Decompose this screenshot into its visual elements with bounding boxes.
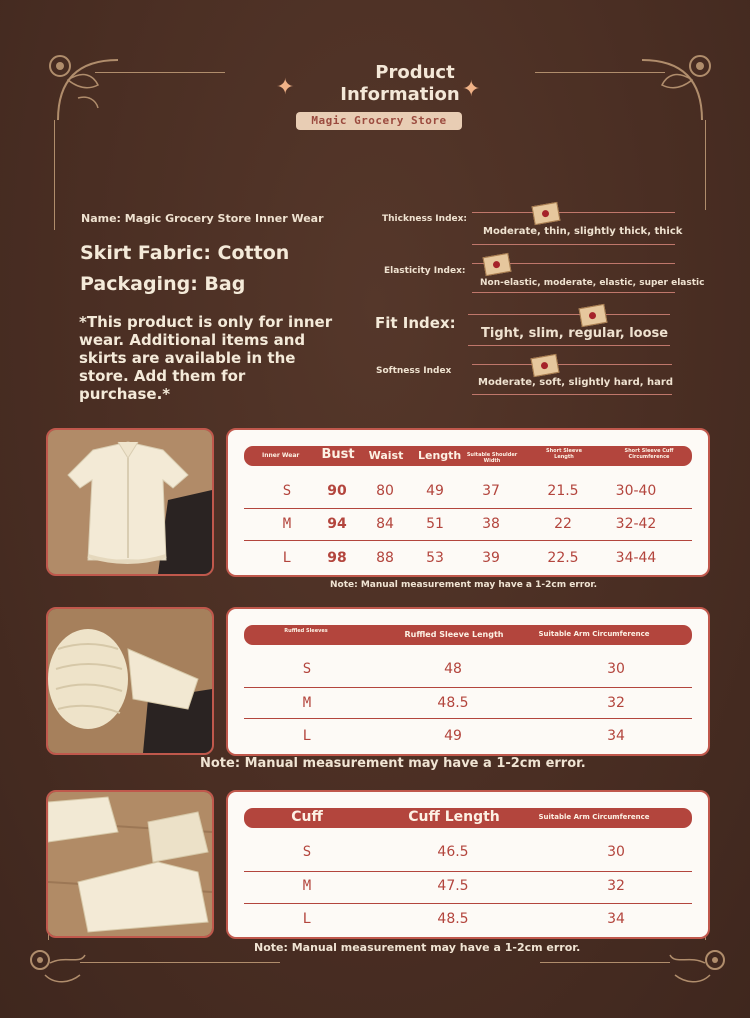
table1-row-divider <box>244 508 692 509</box>
table1-note: Note: Manual measurement may have a 1-2cm error. <box>330 580 597 590</box>
table2-note: Note: Manual measurement may have a 1-2cm error. <box>200 756 586 771</box>
frame-right-line <box>705 120 706 210</box>
table1-shoulder-s: 37 <box>482 483 500 499</box>
elasticity-index-values: Non-elastic, moderate, elastic, super elastic <box>480 278 705 288</box>
table2-header-sleeve-length: Ruffled Sleeve Length <box>404 630 504 639</box>
table2-header-ruffled: Ruffled Sleeves <box>284 628 328 634</box>
table2-length-s: 48 <box>444 661 462 677</box>
table1-sleeve-m: 22 <box>554 516 572 532</box>
softness-index-values: Moderate, soft, slightly hard, hard <box>478 377 674 388</box>
size-table-cuff <box>226 790 710 939</box>
product-name: Name: Magic Grocery Store Inner Wear <box>81 212 324 225</box>
top-right-ornament-icon <box>612 40 722 130</box>
table1-cuff-l: 34-44 <box>615 550 657 566</box>
table1-waist-l: 88 <box>376 550 394 566</box>
store-name-tag: Magic Grocery Store <box>296 112 462 130</box>
table3-header-arm: Suitable Arm Circumference <box>538 813 650 821</box>
table1-shoulder-m: 38 <box>482 516 500 532</box>
table1-bust-m: 94 <box>327 516 347 532</box>
table1-shoulder-l: 39 <box>482 550 500 566</box>
table1-sleeve-l: 22.5 <box>547 550 579 566</box>
table3-note: Note: Manual measurement may have a 1-2cm error. <box>254 941 581 954</box>
table1-header-length: Length <box>418 449 462 462</box>
ruffled-sleeves-photo <box>46 607 214 755</box>
table1-size-l: L <box>282 550 292 566</box>
table2-length-m: 48.5 <box>437 695 469 711</box>
table1-sleeve-s: 21.5 <box>547 483 579 499</box>
table1-header-inner-wear: Inner Wear <box>262 452 300 459</box>
table3-row-divider <box>244 871 692 872</box>
table2-header-arm: Suitable Arm Circumference <box>538 630 650 638</box>
size-table-inner-wear <box>226 428 710 577</box>
elasticity-marker-icon <box>483 253 512 276</box>
table1-header-sleeve-length: Short Sleeve Length <box>546 448 582 460</box>
table2-size-l: L <box>302 728 312 744</box>
fit-index-values: Tight, slim, regular, loose <box>481 326 669 341</box>
elasticity-index-line-bottom <box>472 292 675 293</box>
sparkle-left-icon: ✦ <box>276 75 295 100</box>
table2-row-divider <box>244 687 692 688</box>
table1-header-bust: Bust <box>321 447 355 462</box>
table1-header-waist: Waist <box>368 449 404 462</box>
table1-header-shoulder: Suitable Shoulder Width <box>466 452 518 464</box>
table2-arm-l: 34 <box>607 728 625 744</box>
table1-length-m: 51 <box>426 516 444 532</box>
top-left-ornament-icon <box>38 40 148 130</box>
packaging-info: Packaging: Bag <box>80 273 246 295</box>
frame-left-line <box>54 120 55 230</box>
fit-index-label: Fit Index: <box>375 314 456 332</box>
table1-row-divider <box>244 540 692 541</box>
table2-arm-m: 32 <box>607 695 625 711</box>
table3-length-m: 47.5 <box>437 878 469 894</box>
fit-marker-icon <box>579 304 608 327</box>
fabric-info: Skirt Fabric: Cotton <box>80 242 290 264</box>
table3-length-l: 48.5 <box>437 911 469 927</box>
table2-row-divider <box>244 718 692 719</box>
elasticity-index-label: Elasticity Index: <box>384 266 466 276</box>
softness-marker-icon <box>531 354 560 377</box>
thickness-index-line <box>472 212 675 213</box>
table3-length-s: 46.5 <box>437 844 469 860</box>
table1-bust-l: 98 <box>327 550 347 566</box>
softness-index-line-bottom <box>472 394 672 395</box>
size-table-ruffled-sleeves <box>226 607 710 756</box>
table1-bust-s: 90 <box>327 483 347 499</box>
table1-size-s: S <box>282 483 292 499</box>
table3-size-l: L <box>302 911 312 927</box>
inner-wear-note: *This product is only for inner wear. Additional items and skirts are available in the store. Add them for purchase.* <box>79 313 333 403</box>
table1-header-bar <box>244 446 692 466</box>
table2-header-bar <box>244 625 692 645</box>
table1-size-m: M <box>282 516 292 532</box>
table1-waist-m: 84 <box>376 516 394 532</box>
table3-arm-l: 34 <box>607 911 625 927</box>
table3-arm-m: 32 <box>607 878 625 894</box>
fit-index-line <box>468 314 670 315</box>
title-line1: Product <box>375 62 455 83</box>
table2-size-m: M <box>302 695 312 711</box>
softness-index-line <box>472 364 672 365</box>
table2-size-s: S <box>302 661 312 677</box>
table1-length-s: 49 <box>426 483 444 499</box>
table2-length-l: 49 <box>444 728 462 744</box>
table3-size-s: S <box>302 844 312 860</box>
thickness-marker-icon <box>532 202 561 225</box>
table3-size-m: M <box>302 878 312 894</box>
table1-length-l: 53 <box>426 550 444 566</box>
thickness-index-line-bottom <box>472 244 675 245</box>
table1-cuff-s: 30-40 <box>615 483 657 499</box>
cuff-photo <box>46 790 214 938</box>
blouse-photo <box>46 428 214 576</box>
sparkle-right-icon: ✦ <box>462 77 481 102</box>
table3-header-bar <box>244 808 692 828</box>
table3-header-cuff-length: Cuff Length <box>408 809 500 825</box>
table2-arm-s: 30 <box>607 661 625 677</box>
table1-cuff-m: 32-42 <box>615 516 657 532</box>
table3-arm-s: 30 <box>607 844 625 860</box>
thickness-index-label: Thickness Index: <box>382 214 468 224</box>
table3-header-cuff: Cuff <box>291 809 323 825</box>
title-line2: Information <box>340 84 460 105</box>
table1-waist-s: 80 <box>376 483 394 499</box>
thickness-index-values: Moderate, thin, slightly thick, thick <box>483 226 683 237</box>
fit-index-line-bottom <box>468 345 670 346</box>
table3-row-divider <box>244 903 692 904</box>
table1-header-cuff: Short Sleeve Cuff Circumference <box>624 448 674 460</box>
softness-index-label: Softness Index <box>376 366 452 376</box>
page-title <box>330 62 470 106</box>
